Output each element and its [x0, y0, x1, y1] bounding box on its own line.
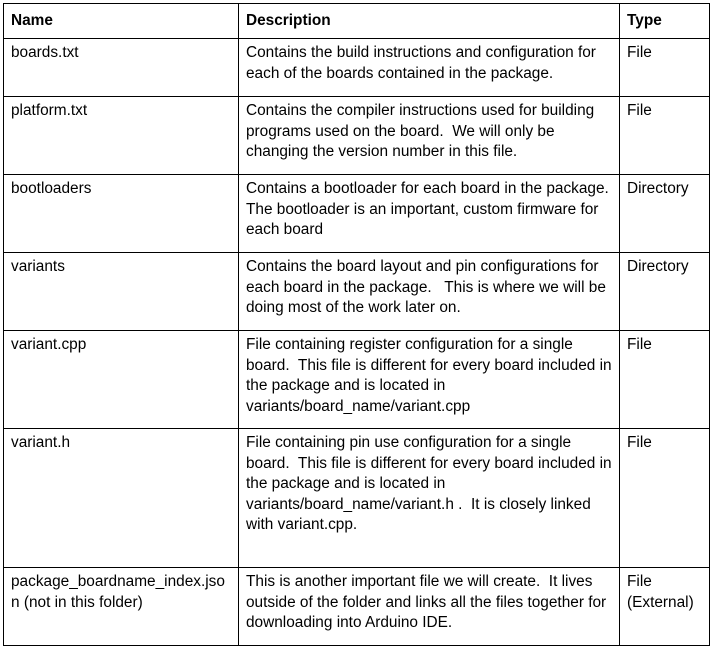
cell-description: Contains the build instructions and configuration for each of the boards contained in the package. — [239, 39, 620, 97]
cell-name: boards.txt — [4, 39, 239, 97]
header-type: Type — [620, 4, 710, 39]
files-table — [3, 3, 710, 646]
table-row — [4, 429, 710, 568]
cell-name: variant.cpp — [4, 331, 239, 429]
cell-type: File — [620, 97, 710, 175]
cell-description: This is another important file we will create. It lives outside of the folder and links all the files together for downloading into Arduino IDE. — [239, 568, 620, 646]
cell-name: package_boardname_index.json (not in this folder) — [4, 568, 239, 646]
cell-description: Contains a bootloader for each board in the package. The bootloader is an important, custom firmware for each board — [239, 175, 620, 253]
cell-type: File — [620, 429, 710, 568]
cell-description: File containing pin use configuration for a single board. This file is different for every board included in the package and is located in variants/board_name/variant.h . It is closely linked with variant.cpp. — [239, 429, 620, 568]
cell-type: File (External) — [620, 568, 710, 646]
cell-type: Directory — [620, 175, 710, 253]
cell-name: platform.txt — [4, 97, 239, 175]
cell-name: variant.h — [4, 429, 239, 568]
table-row — [4, 175, 710, 253]
cell-type: Directory — [620, 253, 710, 331]
header-name: Name — [4, 4, 239, 39]
table-row — [4, 568, 710, 646]
table-row — [4, 253, 710, 331]
cell-type: File — [620, 331, 710, 429]
cell-name: bootloaders — [4, 175, 239, 253]
table-row — [4, 39, 710, 97]
table-header-row — [4, 4, 710, 39]
table-row — [4, 331, 710, 429]
cell-type: File — [620, 39, 710, 97]
cell-description: Contains the compiler instructions used for building programs used on the board. We will only be changing the version number in this file. — [239, 97, 620, 175]
cell-description: File containing register configuration for a single board. This file is different for every board included in the package and is located in variants/board_name/variant.cpp — [239, 331, 620, 429]
table-row — [4, 97, 710, 175]
header-description: Description — [239, 4, 620, 39]
cell-description: Contains the board layout and pin configurations for each board in the package. This is where we will be doing most of the work later on. — [239, 253, 620, 331]
cell-name: variants — [4, 253, 239, 331]
